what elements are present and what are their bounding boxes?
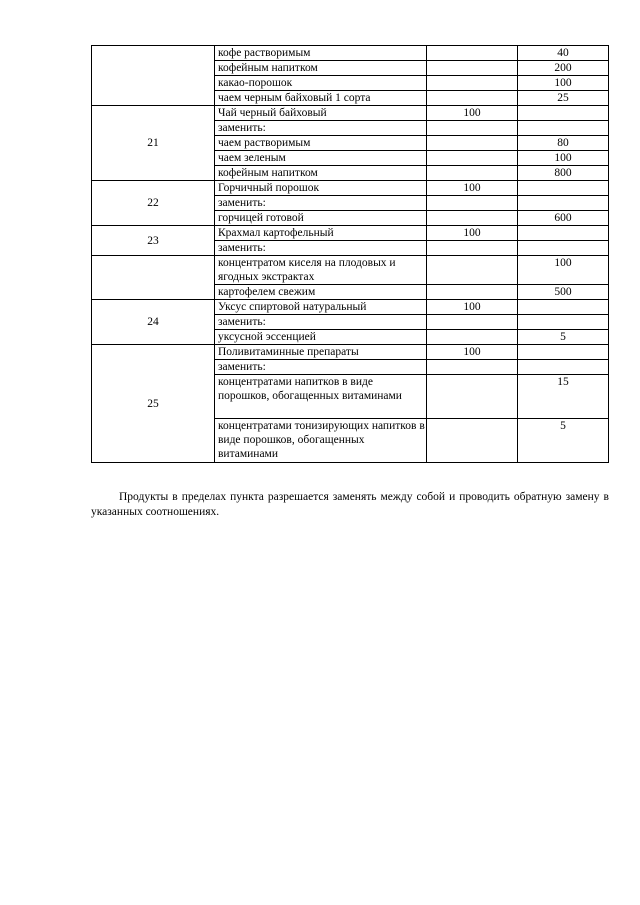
product-cell: чаем черным байховый 1 сорта [215,91,427,106]
table-row [92,256,609,285]
item-number-cell: 23 [92,226,215,256]
item-number-cell [92,256,215,300]
product-cell: заменить: [215,241,427,256]
item-number-cell: 21 [92,106,215,181]
substitution-note: Продукты в пределах пункта разрешается заменять между собой и проводить обратную замену в указанных соотношениях. [91,491,609,518]
item-number-cell: 24 [92,300,215,345]
substitution-table [91,45,609,463]
base-quantity-cell [427,375,518,419]
base-quantity-cell [427,46,518,61]
base-quantity-cell: 100 [427,345,518,360]
base-quantity-cell [427,241,518,256]
replacement-quantity-cell: 5 [518,419,609,463]
base-quantity-cell [427,91,518,106]
table-row [92,226,609,241]
product-cell: какао-порошок [215,76,427,91]
replacement-quantity-cell: 40 [518,46,609,61]
base-quantity-cell [427,315,518,330]
product-cell: концентратами напитков в виде порошков, обогащенных витаминами [215,375,427,419]
replacement-quantity-cell: 100 [518,76,609,91]
product-cell: Уксус спиртовой натуральный [215,300,427,315]
replacement-quantity-cell: 80 [518,136,609,151]
product-cell: горчицей готовой [215,211,427,226]
product-cell: кофейным напитком [215,61,427,76]
base-quantity-cell: 100 [427,300,518,315]
product-cell: уксусной эссенцией [215,330,427,345]
base-quantity-cell: 100 [427,226,518,241]
replacement-quantity-cell [518,181,609,196]
replacement-quantity-cell: 5 [518,330,609,345]
product-cell: концентратом киселя на плодовых и ягодных экстрактах [215,256,427,285]
product-cell: заменить: [215,315,427,330]
replacement-quantity-cell: 100 [518,151,609,166]
base-quantity-cell [427,330,518,345]
product-cell: кофе растворимым [215,46,427,61]
replacement-quantity-cell: 200 [518,61,609,76]
base-quantity-cell [427,419,518,463]
base-quantity-cell [427,211,518,226]
product-cell: заменить: [215,360,427,375]
product-cell: заменить: [215,121,427,136]
product-cell: картофелем свежим [215,285,427,300]
replacement-quantity-cell: 500 [518,285,609,300]
replacement-quantity-cell [518,241,609,256]
replacement-quantity-cell [518,360,609,375]
base-quantity-cell [427,136,518,151]
replacement-quantity-cell: 100 [518,256,609,285]
product-cell: чаем зеленым [215,151,427,166]
product-cell: Крахмал картофельный [215,226,427,241]
base-quantity-cell [427,166,518,181]
base-quantity-cell [427,76,518,91]
table-row [92,300,609,315]
replacement-quantity-cell [518,300,609,315]
replacement-quantity-cell [518,106,609,121]
product-cell: Поливитаминные препараты [215,345,427,360]
base-quantity-cell: 100 [427,106,518,121]
item-number-cell [92,46,215,106]
replacement-quantity-cell [518,196,609,211]
replacement-quantity-cell [518,226,609,241]
item-number-cell: 22 [92,181,215,226]
base-quantity-cell [427,121,518,136]
product-cell: Горчичный порошок [215,181,427,196]
product-cell: чаем растворимым [215,136,427,151]
product-cell: Чай черный байховый [215,106,427,121]
table-row [92,106,609,121]
replacement-quantity-cell: 25 [518,91,609,106]
table-row [92,46,609,61]
replacement-quantity-cell: 600 [518,211,609,226]
replacement-quantity-cell [518,315,609,330]
item-number-cell: 25 [92,345,215,463]
replacement-quantity-cell: 800 [518,166,609,181]
base-quantity-cell [427,285,518,300]
base-quantity-cell [427,61,518,76]
base-quantity-cell [427,196,518,211]
base-quantity-cell [427,151,518,166]
base-quantity-cell [427,360,518,375]
table-row [92,181,609,196]
replacement-quantity-cell: 15 [518,375,609,419]
table-row [92,345,609,360]
base-quantity-cell: 100 [427,181,518,196]
product-cell: заменить: [215,196,427,211]
product-cell: кофейным напитком [215,166,427,181]
base-quantity-cell [427,256,518,285]
replacement-quantity-cell [518,121,609,136]
replacement-quantity-cell [518,345,609,360]
product-cell: концентратами тонизирующих напитков в виде порошков, обогащенных витаминами [215,419,427,463]
